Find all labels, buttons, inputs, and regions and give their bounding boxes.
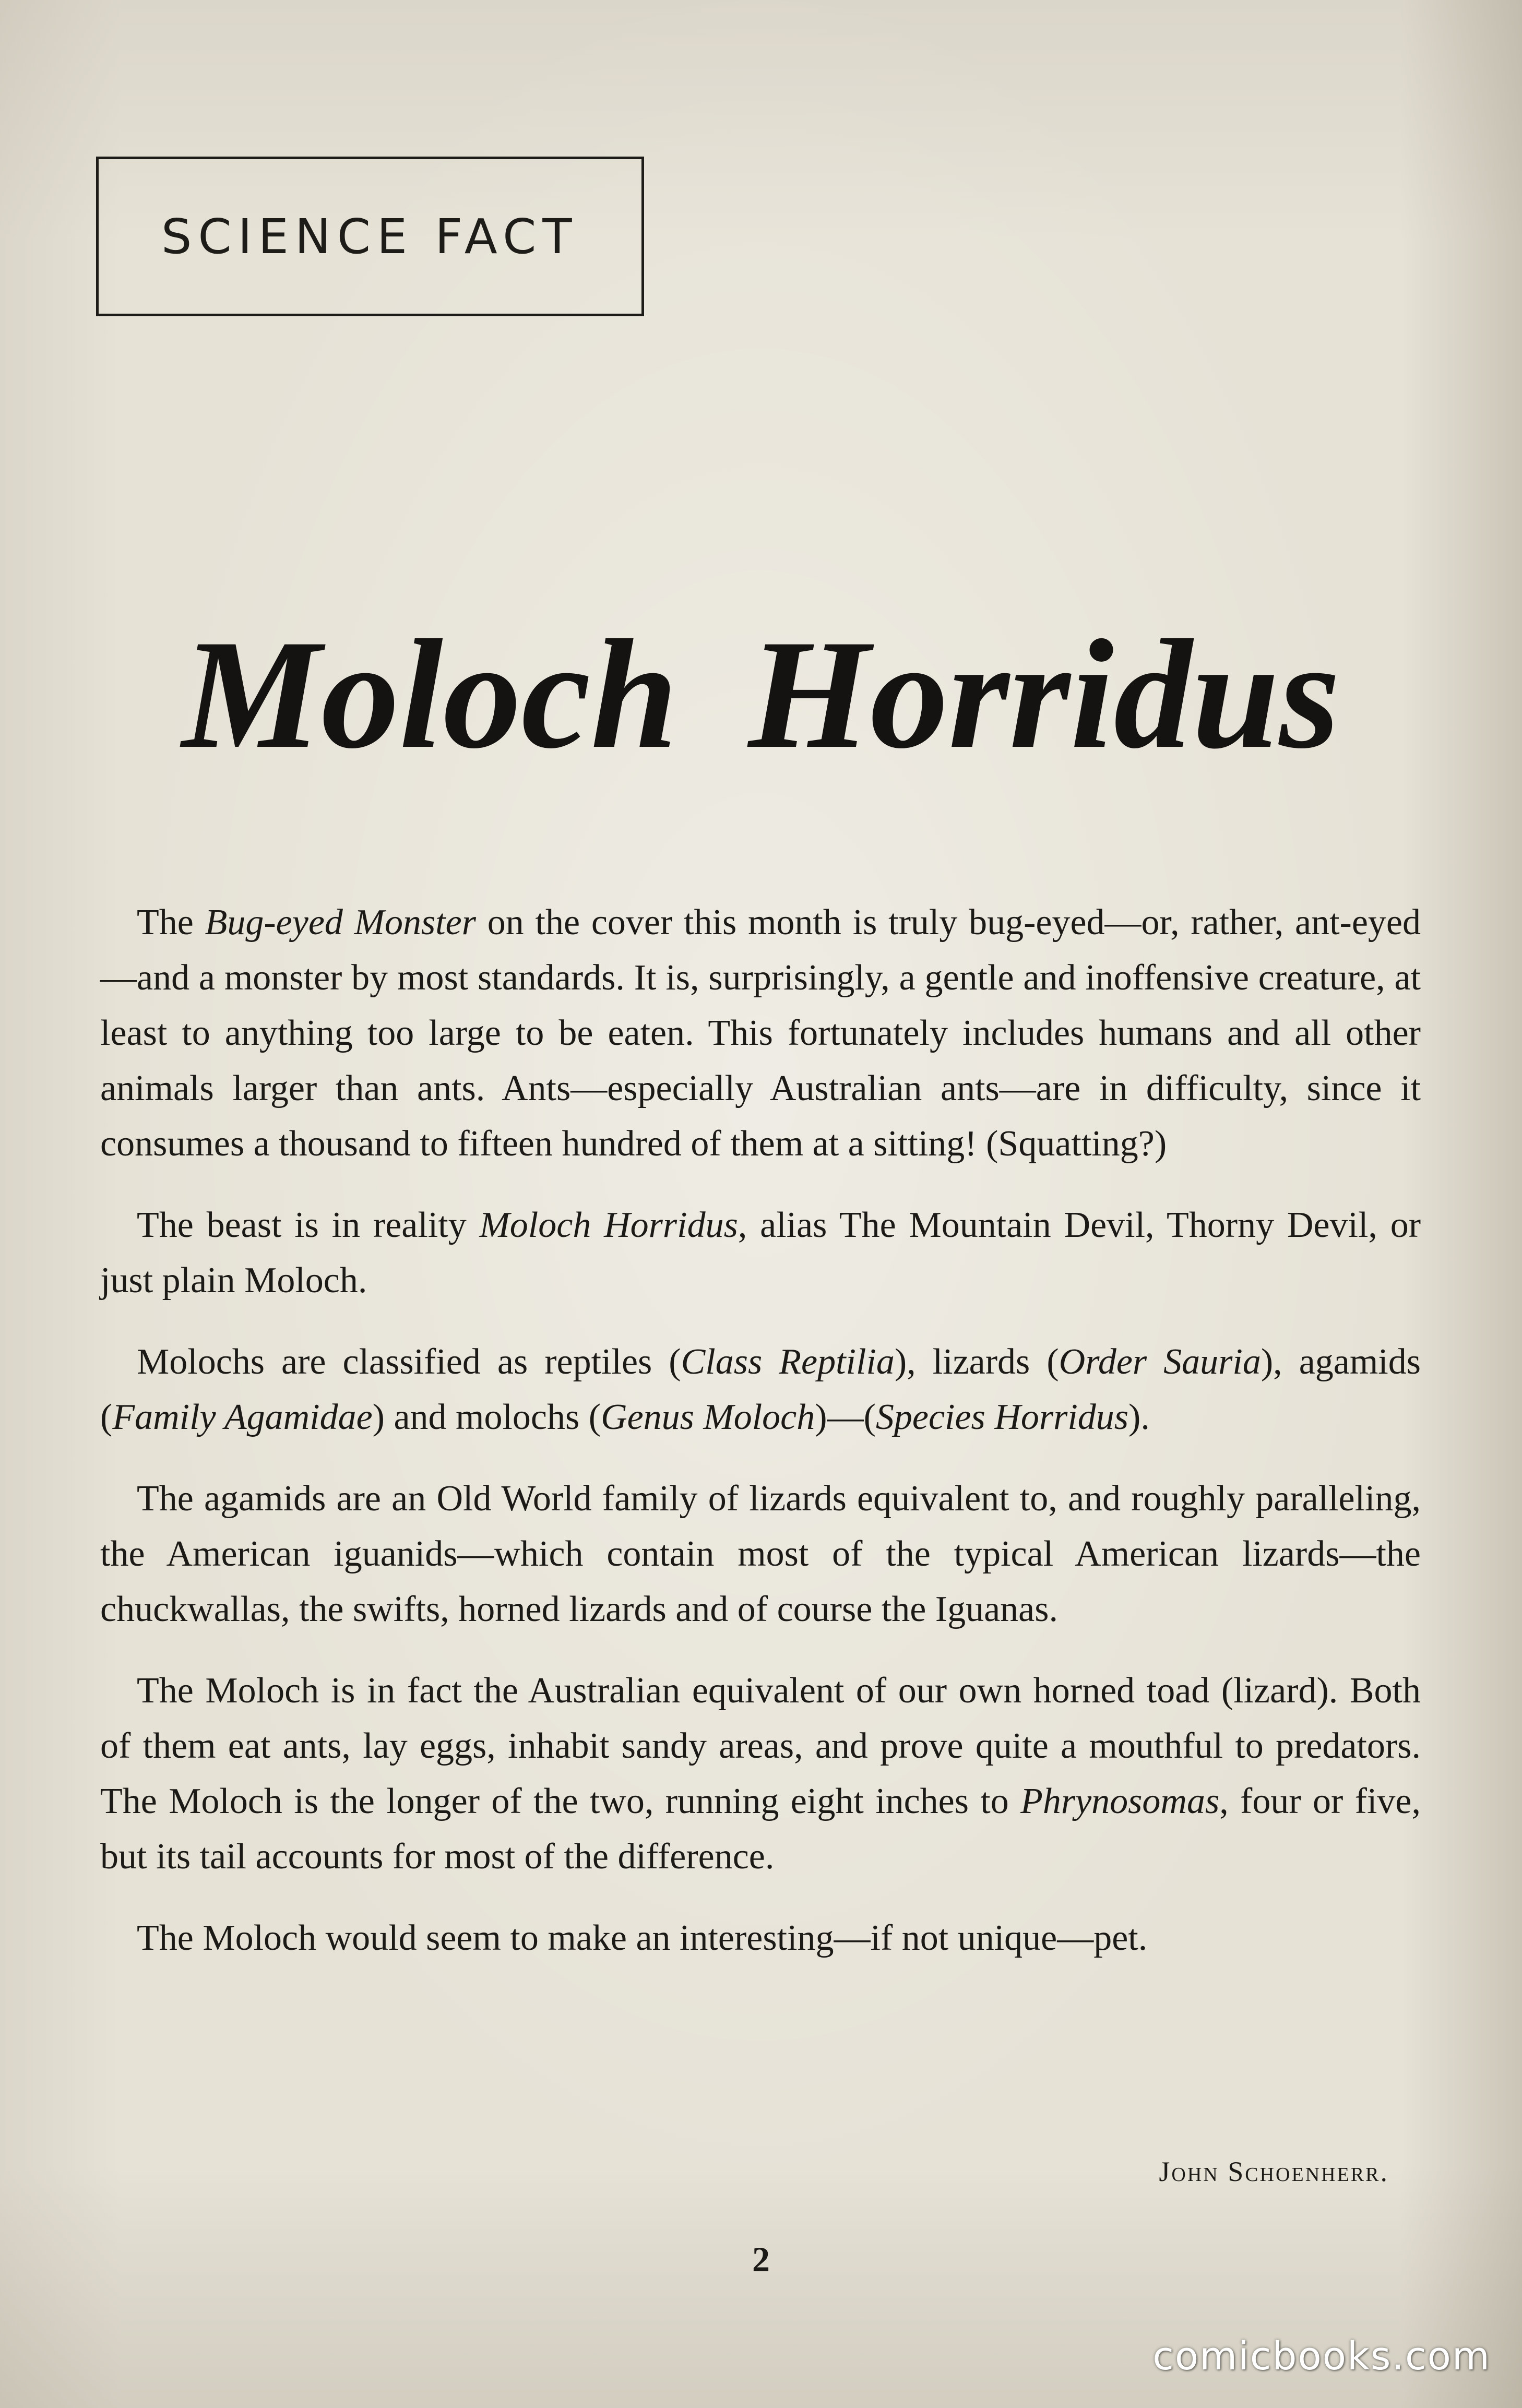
article-body [100,895,1421,1992]
paragraph: The agamids are an Old World family of lizards equivalent to, and roughly paralleling, the American iguanids—which contain most of the typical American lizards—the chuckwallas, the swifts, horned lizards and of course the Iguanas. [100,1479,1421,1629]
paragraph: The Bug-eyed Monster on the cover this month is truly bug-eyed—or, rather, ant-eyed—and a monster by most standards. It is, surprisingly, a gentle and inoffensive creature, at least to anything too large to be eaten. This fortunately includes humans and all other animals larger than ants. Ants—especially Australian ants—are in difficulty, since it consumes a thousand to fifteen hundred of them at a sitting! (Squatting?) [100,902,1421,1164]
author-signature: John Schoenherr. [1159,2156,1389,2187]
paragraph: Molochs are classified as reptiles (Class Reptilia), lizards (Order Sauria), agamids (Family Agamidae) and molochs (Genus Moloch)—(Species Horridus). [100,1342,1421,1437]
italic-term: Genus Moloch [601,1397,815,1437]
italic-term: Bug-eyed Monster [205,902,476,943]
paragraph: The beast is in reality Moloch Horridus, alias The Mountain Devil, Thorny Devil, or just plain Moloch. [100,1205,1421,1301]
page-number: 2 [752,2239,770,2279]
italic-term: Species Horridus [875,1397,1129,1437]
italic-term: Family Agamidae [112,1397,373,1437]
italic-term: Order Sauria [1059,1342,1261,1382]
italic-term: Moloch Horridus [479,1205,738,1245]
paragraph: The Moloch is in fact the Australian equivalent of our own horned toad (lizard). Both of them eat ants, lay eggs, inhabit sandy areas, and prove quite a mouthful to predators. The Moloch is the longer of the two, running eight inches to Phrynosomas, four or five, but its tail accounts for most of the difference. [100,1671,1421,1877]
section-label: SCIENCE FACT [161,208,578,265]
article-title: Moloch Horridus [182,607,1340,781]
watermark: comicbooks.com [1152,2334,1491,2379]
paragraph: The Moloch would seem to make an interesting—if not unique—pet. [137,1918,1148,1958]
italic-term: Class Reptilia [681,1342,895,1382]
section-label-box [96,157,644,316]
italic-term: Phrynosomas [1020,1781,1220,1821]
